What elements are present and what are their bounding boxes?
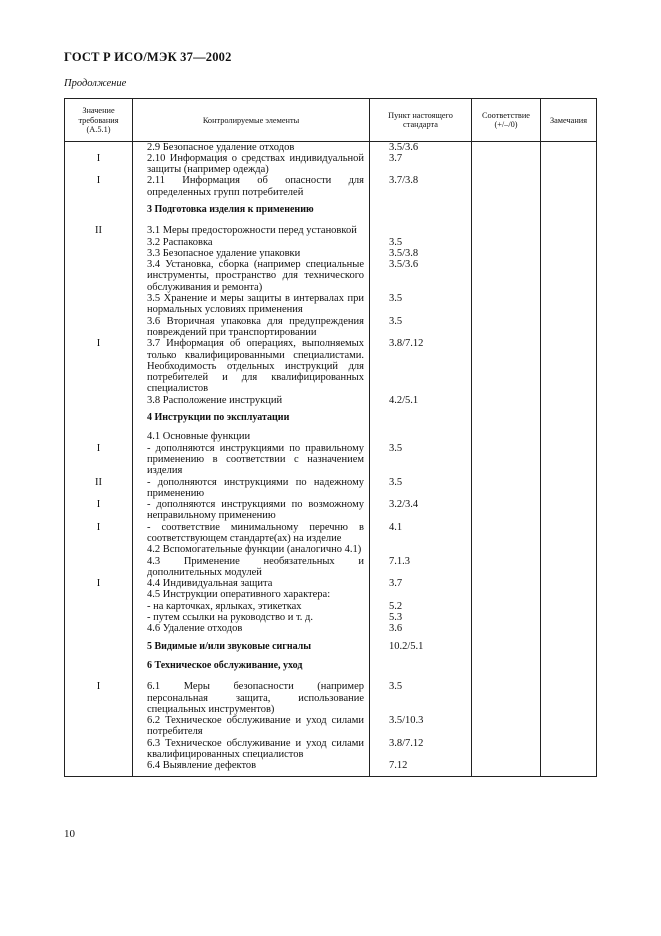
compliance-cell xyxy=(472,443,541,477)
element-text: - на карточках, ярлыках, этикетках xyxy=(147,600,302,612)
continuation-label: Продолжение xyxy=(64,78,127,89)
clause-value: 7.12 xyxy=(389,760,408,772)
requirement-cell xyxy=(65,760,133,776)
element-text: 3.5 Хранение и меры защиты в интервалах при нормальных условиях применения xyxy=(147,293,364,316)
clause-cell xyxy=(370,175,472,198)
requirement-cell xyxy=(65,499,133,522)
clause-value: 3.5 xyxy=(389,293,403,305)
clause-cell xyxy=(370,612,472,623)
table-row xyxy=(65,316,597,339)
element-cell xyxy=(133,293,370,316)
table-row xyxy=(65,677,597,715)
remarks-cell xyxy=(541,578,597,589)
element-cell xyxy=(133,443,370,477)
requirement-cell xyxy=(65,656,133,677)
requirement-cell xyxy=(65,141,133,153)
remarks-cell xyxy=(541,316,597,339)
requirement-cell xyxy=(65,623,133,634)
element-cell xyxy=(133,175,370,198)
requirement-value: II xyxy=(95,225,102,237)
checklist-table xyxy=(64,98,597,777)
element-text: 3.1 Меры предосторожности перед установкой xyxy=(147,225,357,237)
clause-cell xyxy=(370,623,472,634)
clause-cell xyxy=(370,198,472,221)
element-cell xyxy=(133,499,370,522)
table-row xyxy=(65,499,597,522)
element-text: 3.2 Распаковка xyxy=(147,236,213,248)
remarks-cell xyxy=(541,443,597,477)
requirement-cell xyxy=(65,248,133,259)
element-cell xyxy=(133,544,370,555)
element-text: 6.2 Техническое обслуживание и уход силами потребителя xyxy=(147,715,364,738)
table-row xyxy=(65,601,597,612)
element-text: - путем ссылки на руководство и т. д. xyxy=(147,612,314,624)
element-text: - дополняются инструкциями по надежному применению xyxy=(147,476,364,499)
requirement-cell xyxy=(65,198,133,221)
requirement-cell xyxy=(65,601,133,612)
remarks-cell xyxy=(541,623,597,634)
clause-cell xyxy=(370,715,472,738)
requirement-cell xyxy=(65,175,133,198)
clause-value: 3.2/3.4 xyxy=(389,499,419,511)
element-text: 4.2 Вспомогательные функции (аналогично 4.1) xyxy=(147,544,362,556)
requirement-value: I xyxy=(96,521,101,533)
table-row xyxy=(65,578,597,589)
requirement-value: I xyxy=(96,442,101,454)
element-text: 4.4 Индивидуальная защита xyxy=(147,578,273,590)
requirement-cell xyxy=(65,556,133,579)
section-title: 6 Техническое обслуживание, уход xyxy=(147,659,303,671)
table-row xyxy=(65,522,597,545)
clause-cell xyxy=(370,338,472,394)
clause-value: 3.7/3.8 xyxy=(389,175,419,187)
requirement-cell xyxy=(65,338,133,394)
clause-value: 3.7 xyxy=(389,152,403,164)
element-cell xyxy=(133,612,370,623)
table-row xyxy=(65,141,597,153)
table-header-row xyxy=(65,99,597,142)
clause-value: 3.5 xyxy=(389,476,403,488)
clause-cell xyxy=(370,589,472,600)
clause-value: 3.8/7.12 xyxy=(389,737,424,749)
table-row xyxy=(65,443,597,477)
element-text: 6.4 Выявление дефектов xyxy=(147,760,257,772)
requirement-cell xyxy=(65,677,133,715)
clause-cell xyxy=(370,578,472,589)
col-header-requirement: Значение требования (А.5.1) xyxy=(65,99,133,142)
compliance-cell xyxy=(472,499,541,522)
clause-cell xyxy=(370,395,472,406)
clause-cell xyxy=(370,221,472,236)
element-cell xyxy=(133,760,370,776)
requirement-value: I xyxy=(96,338,101,350)
element-cell xyxy=(133,556,370,579)
clause-value: 3.5 xyxy=(389,442,403,454)
remarks-cell xyxy=(541,601,597,612)
clause-cell xyxy=(370,141,472,153)
section-row xyxy=(65,406,597,429)
remarks-cell xyxy=(541,499,597,522)
clause-cell xyxy=(370,556,472,579)
requirement-value: I xyxy=(96,499,101,511)
clause-cell xyxy=(370,522,472,545)
clause-value: 3.5/3.6 xyxy=(389,259,419,271)
clause-cell xyxy=(370,429,472,442)
compliance-cell xyxy=(472,760,541,776)
table-row xyxy=(65,760,597,776)
table-row xyxy=(65,395,597,406)
section-title: 3 Подготовка изделия к применению xyxy=(147,203,314,215)
requirement-cell xyxy=(65,293,133,316)
compliance-cell xyxy=(472,429,541,442)
element-cell xyxy=(133,221,370,236)
table-row xyxy=(65,556,597,579)
clause-cell xyxy=(370,406,472,429)
remarks-cell xyxy=(541,715,597,738)
document-header: ГОСТ Р ИСО/МЭК 37—2002 xyxy=(64,50,232,64)
compliance-cell xyxy=(472,237,541,248)
clause-value: 4.2/5.1 xyxy=(389,394,419,406)
section-row xyxy=(65,198,597,221)
requirement-cell xyxy=(65,443,133,477)
compliance-cell xyxy=(472,656,541,677)
element-text: 4.1 Основные функции xyxy=(147,431,251,443)
clause-value: 7.1.3 xyxy=(389,555,410,567)
remarks-cell xyxy=(541,338,597,394)
compliance-cell xyxy=(472,556,541,579)
element-text: 3.6 Вторичная упаковка для предупреждения повреждений при транспортировании xyxy=(147,315,364,338)
requirement-cell xyxy=(65,237,133,248)
element-cell xyxy=(133,522,370,545)
compliance-cell xyxy=(472,677,541,715)
table-row xyxy=(65,623,597,634)
remarks-cell xyxy=(541,293,597,316)
remarks-cell xyxy=(541,556,597,579)
element-text: 6.3 Техническое обслуживание и уход силами квалифицированных специалистов xyxy=(147,737,364,761)
requirement-cell xyxy=(65,522,133,545)
requirement-cell xyxy=(65,221,133,236)
compliance-cell xyxy=(472,612,541,623)
element-cell xyxy=(133,248,370,259)
clause-cell xyxy=(370,237,472,248)
compliance-cell xyxy=(472,406,541,429)
clause-cell xyxy=(370,248,472,259)
clause-cell xyxy=(370,153,472,176)
element-text: 2.11 Информация об опасности для определенных групп потребителей xyxy=(147,175,364,198)
remarks-cell xyxy=(541,429,597,442)
requirement-value: II xyxy=(95,476,102,488)
element-cell xyxy=(133,259,370,293)
clause-value: 4.1 xyxy=(389,521,403,533)
element-cell xyxy=(133,395,370,406)
compliance-cell xyxy=(472,153,541,176)
clause-cell xyxy=(370,544,472,555)
remarks-cell xyxy=(541,198,597,221)
table-row xyxy=(65,429,597,442)
requirement-cell xyxy=(65,612,133,623)
requirement-cell xyxy=(65,578,133,589)
remarks-cell xyxy=(541,635,597,656)
compliance-cell xyxy=(472,248,541,259)
clause-cell xyxy=(370,259,472,293)
remarks-cell xyxy=(541,259,597,293)
compliance-cell xyxy=(472,221,541,236)
section-row xyxy=(65,635,597,656)
element-text: 3.4 Установка, сборка (например специальные инструменты, пространство для технического обслуживания и ремонта) xyxy=(147,259,364,293)
element-cell xyxy=(133,738,370,761)
element-cell xyxy=(133,578,370,589)
requirement-cell xyxy=(65,477,133,500)
compliance-cell xyxy=(472,623,541,634)
compliance-cell xyxy=(472,589,541,600)
element-cell xyxy=(133,198,370,221)
element-text: 4.3 Применение необязательных и дополнительных модулей xyxy=(147,555,364,578)
remarks-cell xyxy=(541,656,597,677)
element-text: 3.8 Расположение инструкций xyxy=(147,394,283,406)
remarks-cell xyxy=(541,612,597,623)
remarks-cell xyxy=(541,760,597,776)
remarks-cell xyxy=(541,522,597,545)
clause-value: 5.3 xyxy=(389,612,403,624)
requirement-cell xyxy=(65,738,133,761)
table-row xyxy=(65,259,597,293)
compliance-cell xyxy=(472,635,541,656)
clause-value: 10.2/5.1 xyxy=(389,640,424,652)
clause-cell xyxy=(370,293,472,316)
requirement-cell xyxy=(65,635,133,656)
element-text: 2.9 Безопасное удаление отходов xyxy=(147,141,295,153)
clause-value: 3.7 xyxy=(389,578,403,590)
remarks-cell xyxy=(541,153,597,176)
remarks-cell xyxy=(541,248,597,259)
element-text: 2.10 Информация о средствах индивидуальной защиты (например одежда) xyxy=(147,152,364,176)
element-text: 3.3 Безопасное удаление упаковки xyxy=(147,247,301,259)
col-header-clause: Пункт настоящего стандарта xyxy=(370,99,472,142)
element-text: 4.6 Удаление отходов xyxy=(147,623,243,635)
remarks-cell xyxy=(541,237,597,248)
remarks-cell xyxy=(541,589,597,600)
element-cell xyxy=(133,316,370,339)
element-cell xyxy=(133,635,370,656)
col-header-remarks: Замечания xyxy=(541,99,597,142)
compliance-cell xyxy=(472,338,541,394)
clause-value: 3.8/7.12 xyxy=(389,338,424,350)
table-row xyxy=(65,612,597,623)
requirement-cell xyxy=(65,715,133,738)
element-text: 4.5 Инструкции оперативного характера: xyxy=(147,589,331,601)
element-cell xyxy=(133,477,370,500)
clause-value: 3.5/3.8 xyxy=(389,247,419,259)
table-row xyxy=(65,153,597,176)
compliance-cell xyxy=(472,477,541,500)
requirement-cell xyxy=(65,395,133,406)
remarks-cell xyxy=(541,175,597,198)
compliance-cell xyxy=(472,601,541,612)
element-cell xyxy=(133,601,370,612)
section-title: 4 Инструкции по эксплуатации xyxy=(147,412,290,424)
page-number: 10 xyxy=(64,828,75,840)
table-row xyxy=(65,589,597,600)
requirement-cell xyxy=(65,153,133,176)
requirement-cell xyxy=(65,429,133,442)
element-text: 6.1 Меры безопасности (например персональная защита, использование специальных инструментов) xyxy=(147,681,364,715)
clause-cell xyxy=(370,738,472,761)
compliance-cell xyxy=(472,198,541,221)
remarks-cell xyxy=(541,738,597,761)
requirement-value: I xyxy=(96,681,101,693)
clause-value: 3.5/10.3 xyxy=(389,715,424,727)
element-text: - соответствие минимальному перечню в соответствующем стандарте(ах) на изделие xyxy=(147,521,364,544)
element-cell xyxy=(133,406,370,429)
element-cell xyxy=(133,338,370,394)
element-cell xyxy=(133,237,370,248)
compliance-cell xyxy=(472,141,541,153)
element-cell xyxy=(133,589,370,600)
element-text: - дополняются инструкциями по возможному неправильному применению xyxy=(147,499,364,522)
table-row xyxy=(65,738,597,761)
clause-cell xyxy=(370,635,472,656)
remarks-cell xyxy=(541,477,597,500)
table-row xyxy=(65,293,597,316)
table-row xyxy=(65,248,597,259)
clause-cell xyxy=(370,656,472,677)
table-row xyxy=(65,175,597,198)
element-cell xyxy=(133,715,370,738)
clause-value: 3.6 xyxy=(389,623,403,635)
clause-cell xyxy=(370,477,472,500)
element-cell xyxy=(133,429,370,442)
requirement-cell xyxy=(65,544,133,555)
compliance-cell xyxy=(472,316,541,339)
requirement-value: I xyxy=(96,175,101,187)
requirement-value: I xyxy=(96,152,101,164)
compliance-cell xyxy=(472,259,541,293)
table-row xyxy=(65,221,597,236)
compliance-cell xyxy=(472,395,541,406)
clause-cell xyxy=(370,499,472,522)
remarks-cell xyxy=(541,221,597,236)
clause-cell xyxy=(370,677,472,715)
remarks-cell xyxy=(541,544,597,555)
table-body xyxy=(65,141,597,776)
compliance-cell xyxy=(472,738,541,761)
clause-value: 5.2 xyxy=(389,600,403,612)
remarks-cell xyxy=(541,395,597,406)
clause-cell xyxy=(370,760,472,776)
clause-cell xyxy=(370,601,472,612)
compliance-cell xyxy=(472,544,541,555)
compliance-cell xyxy=(472,293,541,316)
col-header-compliance: Соответствие (+/–/0) xyxy=(472,99,541,142)
remarks-cell xyxy=(541,141,597,153)
element-text: 3.7 Информация об операциях, выполняемых только квалифицированными специалистами. Необходимость отдельных инструкций для потребителей и для квалифицированных специалистов xyxy=(147,338,364,395)
requirement-value: I xyxy=(96,578,101,590)
requirement-cell xyxy=(65,589,133,600)
table-row xyxy=(65,544,597,555)
compliance-cell xyxy=(472,175,541,198)
remarks-cell xyxy=(541,406,597,429)
requirement-cell xyxy=(65,316,133,339)
compliance-cell xyxy=(472,522,541,545)
element-cell xyxy=(133,141,370,153)
element-cell xyxy=(133,153,370,176)
requirement-cell xyxy=(65,259,133,293)
clause-value: 3.5 xyxy=(389,236,403,248)
section-title: 5 Видимые и/или звуковые сигналы xyxy=(147,640,312,652)
table-row xyxy=(65,338,597,394)
clause-value: 3.5 xyxy=(389,681,403,693)
compliance-cell xyxy=(472,578,541,589)
table-row xyxy=(65,477,597,500)
remarks-cell xyxy=(541,677,597,715)
element-text: - дополняются инструкциями по правильному применению в соответствии с назначением изделия xyxy=(147,442,364,477)
element-cell xyxy=(133,656,370,677)
clause-value: 3.5 xyxy=(389,315,403,327)
table-row xyxy=(65,715,597,738)
clause-value: 3.5/3.6 xyxy=(389,141,419,153)
compliance-cell xyxy=(472,715,541,738)
table-row xyxy=(65,237,597,248)
requirement-cell xyxy=(65,406,133,429)
clause-cell xyxy=(370,443,472,477)
section-row xyxy=(65,656,597,677)
element-cell xyxy=(133,677,370,715)
element-cell xyxy=(133,623,370,634)
clause-cell xyxy=(370,316,472,339)
col-header-elements: Контролируемые элементы xyxy=(133,99,370,142)
